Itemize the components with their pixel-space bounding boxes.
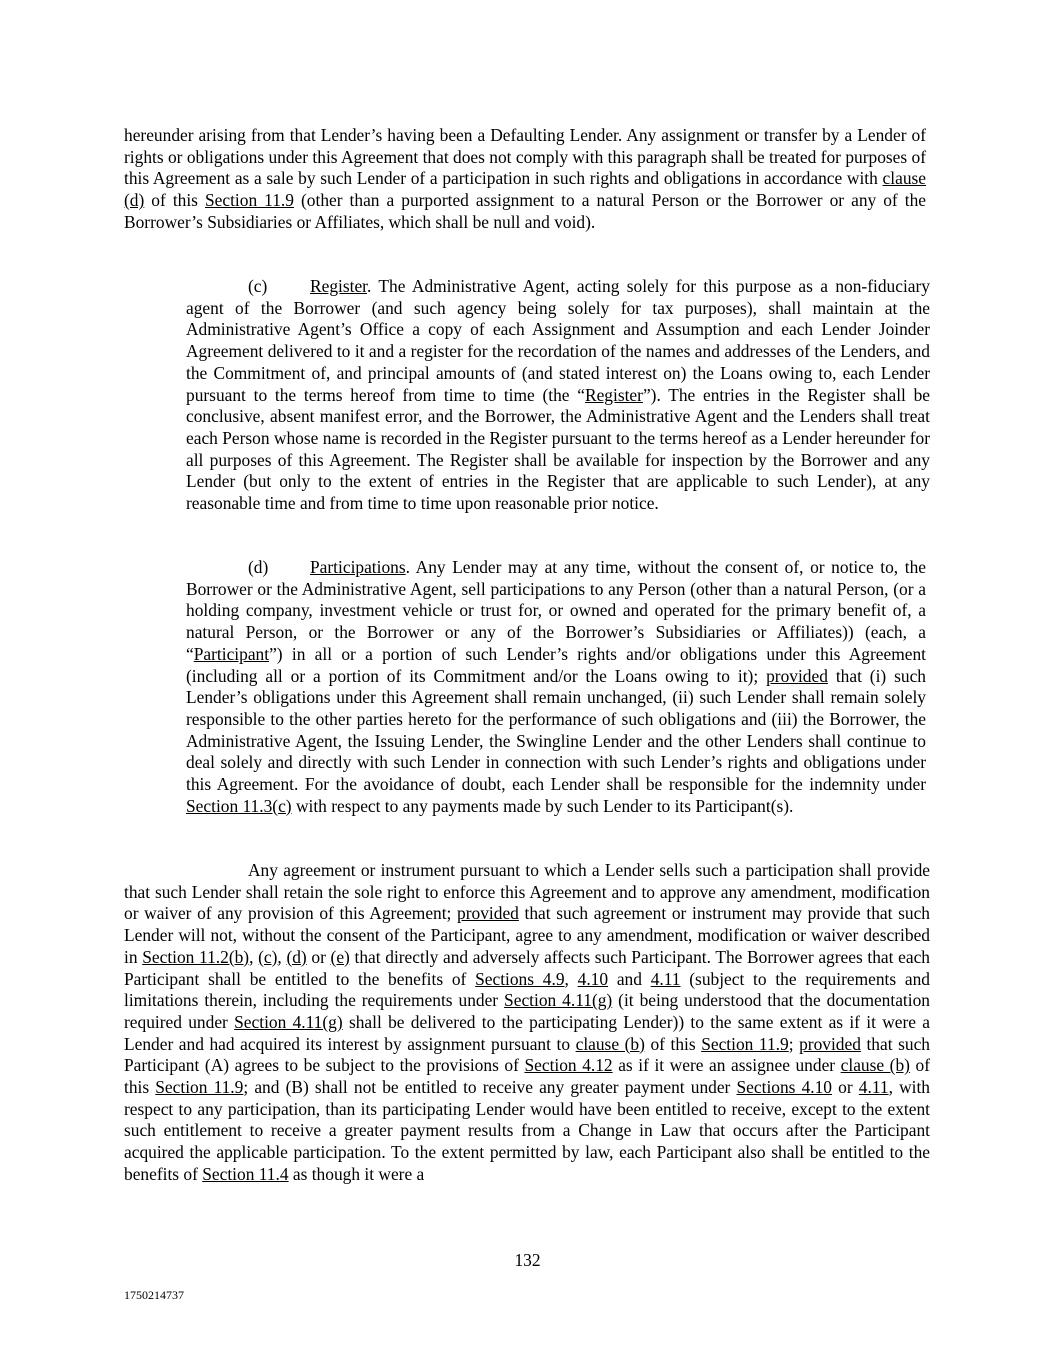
document-id: 1750214737 — [124, 1288, 184, 1302]
proviso-term: provided — [457, 903, 519, 924]
page-number: 132 — [514, 1250, 541, 1270]
text: that such agreement or instrument may provide that such Lender will not, without the consent of the Participant, agree to any amendment, modification or waiver described in — [124, 903, 930, 967]
cross-reference: (e) — [330, 946, 350, 967]
text: . Any Lender may at any time, without the consent of, or notice to, the Borrower or the Administrative Agent, sell participations to any Person (other than a natural Person, (or a holding company, investment vehicle or trust for, or owned and operated for the primary benefit of, a natural Person, or the Borrower or any of the Borrower’s Subsidiaries or Affiliates)) (each, a “ — [186, 557, 926, 664]
text: or — [306, 946, 331, 967]
cross-reference: Section 4.11(g) — [504, 990, 613, 1011]
text: of this — [644, 1033, 702, 1054]
text: Any agreement or instrument pursuant to which a Lender sells such a participation shall provide that such Lender shall retain the sole right to enforce this Agreement and to approve any amendment, modification or waiver of any provision of this Agreement; — [124, 860, 930, 924]
cross-reference: Section 11.9 — [204, 190, 294, 211]
paragraph-register — [186, 276, 930, 515]
text: hereunder arising from that Lender’s having been a Defaulting Lender. Any assignment or transfer by a Lender of rights or obligations under this Agreement that does not comply with this paragraph shall be treated for purposes of this Agreement as a sale by such Lender of a participation in such rights and obligations in accordance with — [124, 125, 926, 189]
text: as if it were an assignee under — [612, 1055, 841, 1076]
text: , — [564, 968, 578, 989]
proviso-term: provided — [799, 1033, 861, 1054]
cross-reference: Section 11.4 — [202, 1163, 289, 1184]
text: of this — [124, 1055, 930, 1098]
cross-reference: Section 4.12 — [524, 1055, 613, 1076]
defined-term: Register — [584, 384, 643, 405]
text: that (i) such Lender’s obligations under this Agreement shall remain unchanged, (ii) such Lender shall remain solely responsible to the other parties hereto for the performance of such obligations and (iii) the Borrower, the Administrative Agent, the Issuing Lender, the Swingline Lender and the other Lenders shall continue to deal solely and directly with such Lender in connection with such Lender’s rights and obligations under this Agreement. For the avoidance of doubt, each Lender shall be responsible for the indemnity under — [186, 665, 926, 795]
cross-reference: (d) — [286, 946, 307, 967]
text: (subject to the requirements and limitations therein, including the requirements under — [124, 968, 930, 1011]
text: ”) in all or a portion of such Lender’s rights and/or obligations under this Agreement (including all or a portion of its Commitment and/or the Loans owing to it); — [186, 643, 926, 686]
text: that directly and adversely affects such Participant. The Borrower agrees that each Participant shall be entitled to the benefits of — [124, 946, 930, 989]
cross-reference: Section 11.9 — [155, 1077, 244, 1098]
cross-reference: Sections 4.10 — [736, 1077, 833, 1098]
text: and — [608, 968, 651, 989]
proviso-term: provided — [766, 665, 828, 686]
text: . The Administrative Agent, acting solely for this purpose as a non-fiduciary agent of the Borrower (and such agency being solely for tax purposes), shall maintain at the Administrative Agent’s Office a copy of each Assignment and Assumption and each Lender Joinder Agreement delivered to it and a register for the recordation of the names and addresses of the Lenders, and the Commitment of, and principal amounts of (and stated interest on) the Loans owing to, each Lender pursuant to the terms hereof from time to time (the “ — [186, 276, 930, 405]
cross-reference: clause (d) — [124, 168, 926, 211]
text: ; — [788, 1033, 800, 1054]
paragraph-participation-agreement — [124, 860, 930, 1186]
cross-reference: clause (b) — [840, 1055, 910, 1076]
clause-heading: Participations — [310, 557, 406, 577]
cross-reference: Sections 4.9 — [475, 968, 565, 989]
text: , — [249, 946, 259, 967]
cross-reference: Section 11.2(b) — [142, 946, 250, 967]
text: (it being understood that the documentation required under — [124, 990, 930, 1032]
text: , with respect to any participation, than its participating Lender would have been entitled to receive, except to the extent such entitlement to receive a greater payment results from a Change in Law that occurs after the Participant acquired the applicable participation. To the extent permitted by law, each Participant also shall be entitled to the benefits of — [124, 1077, 930, 1184]
text: , — [277, 946, 287, 967]
cross-reference: (c) — [258, 946, 278, 967]
clause-label: (d) — [248, 557, 269, 577]
paragraph-participations — [186, 557, 926, 817]
clause-heading: Register — [310, 276, 367, 296]
text: or — [832, 1077, 859, 1098]
text: with respect to any payments made by such Lender to its Participant(s). — [291, 795, 794, 816]
text: ”). The entries in the Register shall be conclusive, absent manifest error, and the Borrower, the Administrative Agent and the Lenders shall treat each Person whose name is recorded in the Register pursuant to the terms hereof as a Lender hereunder for all purposes of this Agreement. The Register shall be available for inspection by the Borrower and any Lender (but only to the extent of entries in the Register that are applicable to such Lender), at any reasonable time and from time to time upon reasonable prior notice. — [186, 384, 931, 514]
cross-reference: Section 11.3(c) — [186, 795, 292, 816]
cross-reference: 4.11 — [858, 1077, 889, 1098]
text: as though it were a — [288, 1163, 425, 1184]
text: of this — [144, 190, 205, 211]
paragraph-continuation — [124, 125, 926, 234]
text: that such Participant (A) agrees to be subject to the provisions of — [124, 1033, 930, 1076]
clause-label: (c) — [248, 276, 268, 296]
text: (other than a purported assignment to a natural Person or the Borrower or any of the Borrower’s Subsidiaries or Affiliates, which shall be null and void). — [124, 190, 926, 232]
text: ; and (B) shall not be entitled to receive any greater payment under — [243, 1077, 737, 1098]
cross-reference: Section 11.9 — [701, 1033, 789, 1054]
cross-reference: Section 4.11(g) — [234, 1011, 343, 1032]
defined-term: Participant — [193, 643, 270, 664]
cross-reference: clause (b) — [575, 1033, 645, 1054]
text: shall be delivered to the participating Lender)) to the same extent as if it were a Lender and had acquired its interest by assignment pursuant to — [124, 1011, 931, 1054]
cross-reference: 4.11 — [650, 968, 681, 989]
cross-reference: 4.10 — [577, 968, 609, 989]
